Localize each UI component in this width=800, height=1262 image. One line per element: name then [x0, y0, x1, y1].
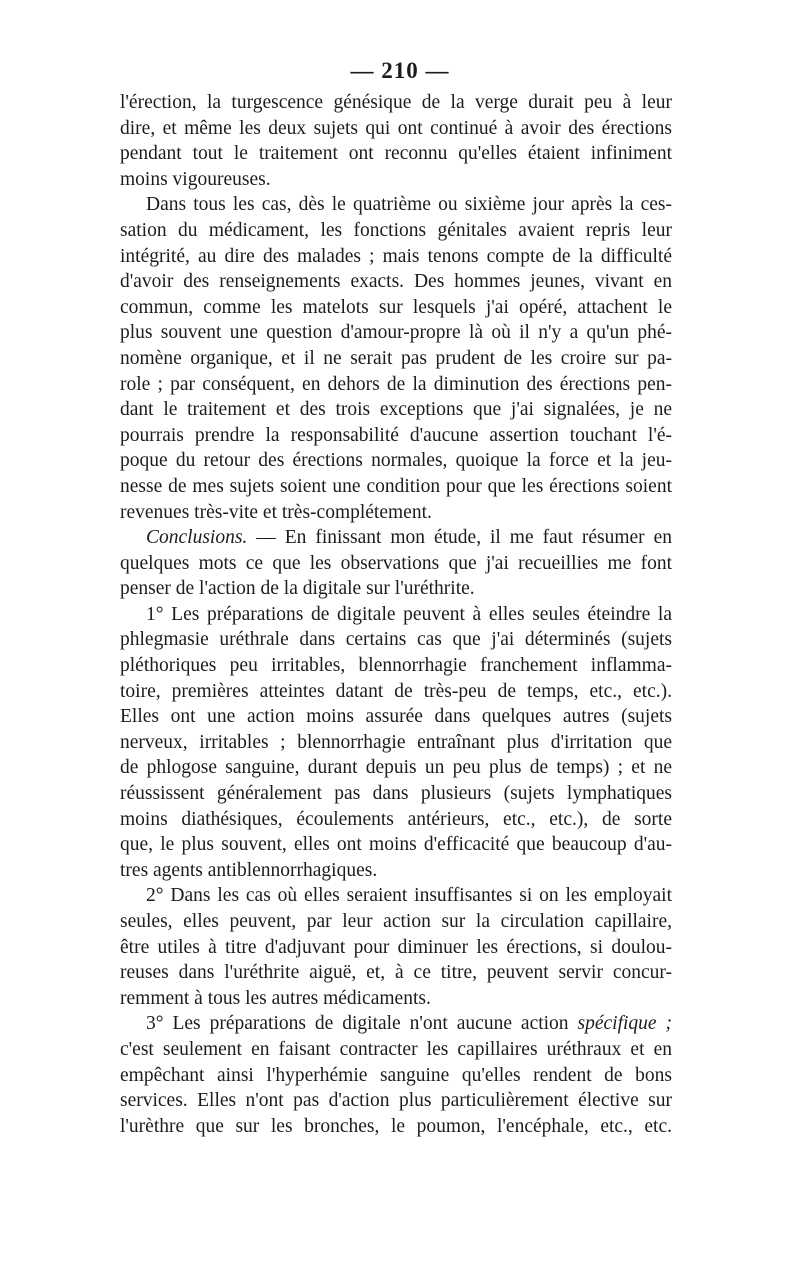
line-text: moins vigoureuses.	[120, 168, 271, 190]
text-line	[120, 1011, 672, 1037]
line-text: services. Elles n'ont pas d'action plus particulièrement élective sur	[120, 1090, 672, 1112]
text-line	[120, 141, 672, 167]
text-line	[120, 755, 672, 781]
text-line	[120, 679, 672, 705]
line-text: phlegmasie uréthrale dans certains cas que j'ai déterminés (sujets	[120, 629, 672, 651]
line-text: 2° Dans les cas où elles seraient insuffisantes si on les employait	[146, 885, 672, 907]
text-line	[120, 781, 672, 807]
page-number: — 210 —	[350, 58, 450, 83]
text-line	[120, 90, 672, 116]
line-text: dire, et même les deux sujets qui ont continué à avoir des érections	[120, 117, 672, 139]
line-text: de phlogose sanguine, durant depuis un peu plus de temps) ; et ne	[120, 757, 672, 779]
line-text: que, le plus souvent, elles ont moins d'efficacité que beaucoup d'au-	[120, 834, 672, 856]
line-text: c'est seulement en faisant contracter les capillaires uréthraux et en	[120, 1038, 672, 1060]
text-line	[120, 1088, 672, 1114]
text-line	[120, 730, 672, 756]
line-text: sation du médicament, les fonctions génitales avaient repris leur	[120, 219, 672, 241]
line-text: être utiles à titre d'adjuvant pour diminuer les érections, si doulou-	[120, 936, 672, 958]
text-line	[120, 295, 672, 321]
line-text: l'urèthre que sur les bronches, le poumon, l'encéphale, etc., etc.	[120, 1115, 672, 1137]
line-text: réussissent généralement pas dans plusieurs (sujets lymphatiques	[120, 783, 672, 805]
line-text: pourrais prendre la responsabilité d'aucune assertion touchant l'é-	[120, 424, 672, 446]
line-text: moins diathésiques, écoulements antérieurs, etc., etc.), de sorte	[120, 808, 672, 830]
line-text: reuses dans l'uréthrite aiguë, et, à ce titre, peuvent servir concur-	[120, 962, 672, 984]
line-text: commun, comme les matelots sur lesquels j'ai opéré, attachent le	[120, 296, 672, 318]
line-text: l'érection, la turgescence génésique de la verge durait peu à leur	[120, 92, 672, 113]
text-line	[120, 192, 672, 218]
line-text: 3° Les préparations de digitale n'ont aucune action	[146, 1013, 578, 1035]
line-text: toire, premières atteintes datant de très-peu de temps, etc., etc.).	[120, 680, 672, 702]
text-line	[120, 474, 672, 500]
text-line	[120, 346, 672, 372]
line-text: 1° Les préparations de digitale peuvent à elles seules éteindre la	[146, 603, 672, 625]
emphasis-text: spécifique ;	[577, 1013, 672, 1035]
text-line	[120, 1114, 672, 1140]
line-text: nesse de mes sujets soient une condition pour que les érections soient	[120, 475, 672, 497]
text-line	[120, 167, 672, 193]
line-text: revenues très-vite et très-complétement.	[120, 501, 432, 523]
text-line	[120, 704, 672, 730]
line-text: seules, elles peuvent, par leur action sur la circulation capillaire,	[120, 911, 672, 932]
text-line	[120, 1063, 672, 1089]
line-text: remment à tous les autres médicaments.	[120, 987, 431, 1009]
line-text: pendant tout le traitement ont reconnu qu'elles étaient infiniment	[120, 143, 672, 165]
text-line	[120, 653, 672, 679]
text-line	[120, 320, 672, 346]
line-text: d'avoir des renseignements exacts. Des hommes jeunes, vivant en	[120, 271, 672, 293]
line-text: tres agents antiblennorrhagiques.	[120, 859, 378, 881]
section-heading: Conclusions.	[146, 527, 248, 549]
text-line	[120, 807, 672, 833]
text-line	[120, 602, 672, 628]
text-line	[120, 372, 672, 398]
text-line	[120, 960, 672, 986]
line-text: quelques mots ce que les observations que j'ai recueillies me font	[120, 552, 672, 574]
text-line	[120, 832, 672, 858]
line-text: — En finissant mon étude, il me faut résumer en	[247, 527, 672, 549]
text-line	[120, 116, 672, 142]
text-line	[120, 858, 672, 884]
line-text: Elles ont une action moins assurée dans quelques autres (sujets	[120, 706, 672, 728]
line-text: Dans tous les cas, dès le quatrième ou sixième jour après la ces-	[146, 194, 672, 216]
text-line	[120, 244, 672, 270]
line-text: nerveux, irritables ; blennorrhagie entraînant plus d'irritation que	[120, 731, 672, 753]
line-text: nomène organique, et il ne serait pas prudent de les croire sur pa-	[120, 347, 672, 369]
line-text: pléthoriques peu irritables, blennorrhagie franchement inflamma-	[120, 655, 672, 677]
text-line	[120, 935, 672, 961]
text-line	[120, 397, 672, 423]
text-line	[120, 269, 672, 295]
text-line	[120, 551, 672, 577]
text-line	[120, 525, 672, 551]
text-line	[120, 1037, 672, 1063]
text-line	[120, 218, 672, 244]
line-text: role ; par conséquent, en dehors de la diminution des érections pen-	[120, 373, 672, 395]
text-line	[120, 500, 672, 526]
text-line	[120, 627, 672, 653]
line-text: empêchant ainsi l'hyperhémie sanguine qu'elles rendent de bons	[120, 1064, 672, 1086]
line-text: intégrité, au dire des malades ; mais tenons compte de la difficulté	[120, 245, 672, 267]
text-line	[120, 423, 672, 449]
text-line	[120, 986, 672, 1012]
line-text: plus souvent une question d'amour-propre là où il n'y a qu'un phé-	[120, 322, 672, 344]
text-line	[120, 448, 672, 474]
line-text: penser de l'action de la digitale sur l'uréthrite.	[120, 578, 475, 600]
body-text	[120, 90, 672, 1139]
text-line	[120, 883, 672, 909]
line-text: poque du retour des érections normales, quoique la force et la jeu-	[120, 450, 672, 472]
text-line	[120, 909, 672, 935]
text-line	[120, 576, 672, 602]
line-text: dant le traitement et des trois exceptions que j'ai signalées, je ne	[120, 399, 672, 421]
